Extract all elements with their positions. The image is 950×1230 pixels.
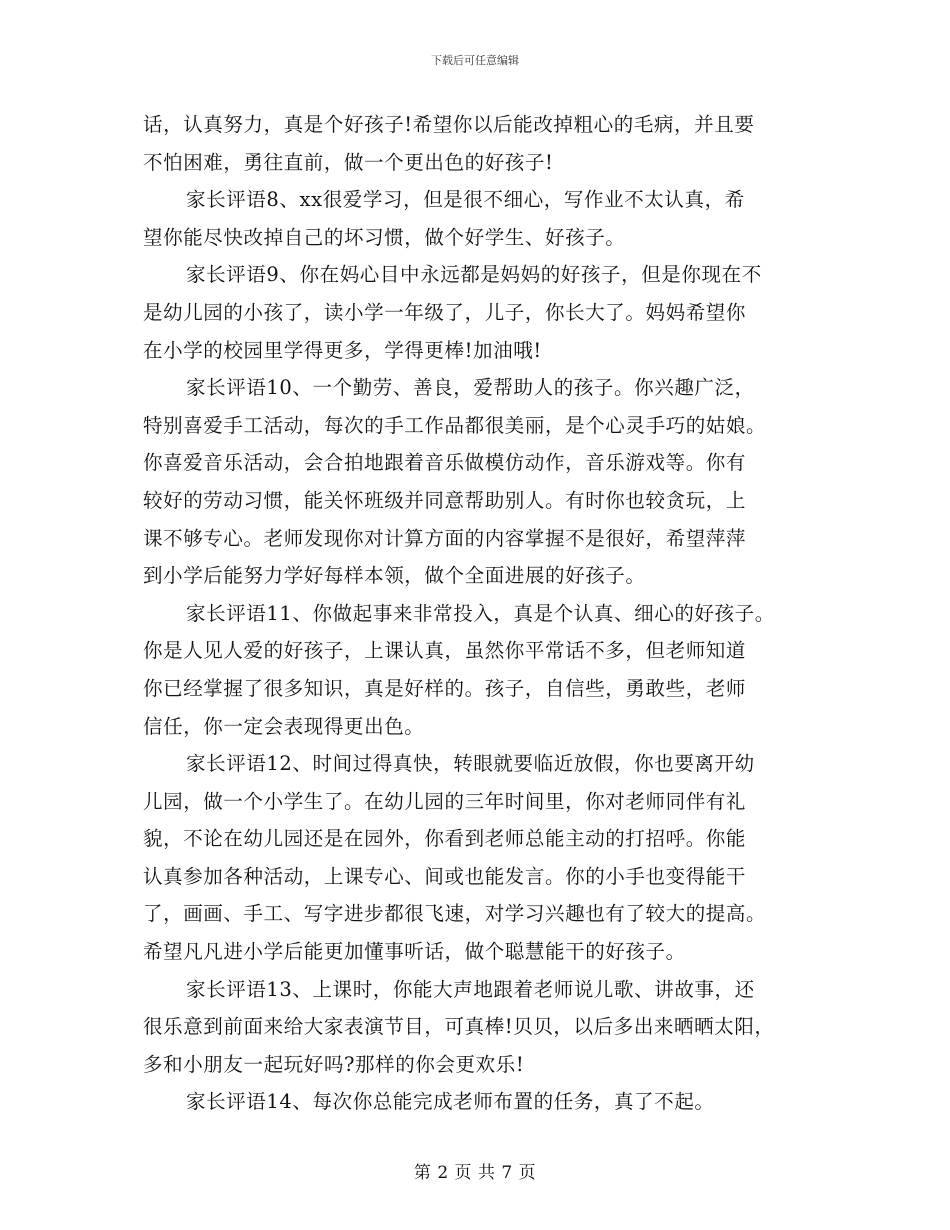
text-line: 很乐意到前面来给大家表演节目，可真棒!贝贝，以后多出来晒晒太阳，: [143, 1015, 775, 1039]
text-line: 家长评语9、你在妈心目中永远都是妈妈的好孩子，但是你现在不: [186, 263, 762, 287]
text-line: 在小学的校园里学得更多，学得更棒!加油哦!: [143, 338, 542, 362]
page-header-note: 下载后可任意编辑: [431, 54, 519, 67]
text-line: 是幼儿园的小孩了，读小学一年级了，儿子，你长大了。妈妈希望你: [143, 300, 747, 324]
text-line: 不怕困难，勇往直前，做一个更出色的好孩子!: [143, 150, 554, 174]
text-line: 话，认真努力，真是个好孩子!希望你以后能改掉粗心的毛病，并且要: [143, 113, 755, 136]
text-line: 课不够专心。老师发现你对计算方面的内容掌握不是很好，希望萍萍: [143, 526, 747, 550]
text-line: 家长评语10、一个勤劳、善良，爱帮助人的孩子。你兴趣广泛，: [186, 376, 755, 400]
text-line: 希望凡凡进小学后能更加懂事听话，做个聪慧能干的好孩子。: [143, 940, 686, 964]
text-line: 家长评语8、xx很爱学习，但是很不细心，写作业不太认真，希: [186, 188, 745, 212]
text-line: 家长评语14、每次你总能完成老师布置的任务，真了不起。: [186, 1090, 715, 1114]
document-body: [143, 106, 813, 1121]
text-line: 了，画画、手工、写字进步都很飞速，对学习兴趣也有了较大的提高。: [143, 902, 767, 926]
text-line: 貌，不论在幼儿园还是在园外，你看到老师总能主动的打招呼。你能: [143, 827, 747, 851]
text-line: 信任，你一定会表现得更出色。: [143, 714, 425, 738]
text-line: 望你能尽快改掉自己的坏习惯，做个好学生、好孩子。: [143, 225, 626, 249]
text-line: 较好的劳动习惯，能关怀班级并同意帮助别人。有时你也较贪玩，上: [143, 488, 747, 512]
text-line: 多和小朋友一起玩好吗?那样的你会更欢乐!: [143, 1052, 525, 1076]
text-line: 儿园，做一个小学生了。在幼儿园的三年时间里，你对老师同伴有礼: [143, 789, 747, 813]
text-line: 你喜爱音乐活动，会合拍地跟着音乐做模仿动作，音乐游戏等。你有: [143, 451, 747, 475]
text-line: 你是人见人爱的好孩子，上课认真，虽然你平常话不多，但老师知道: [143, 639, 747, 663]
text-line: 到小学后能努力学好每样本领，做个全面进展的好孩子。: [143, 564, 646, 588]
page-number: 第 2 页 共 7 页: [413, 1163, 537, 1183]
text-line: 你已经掌握了很多知识，真是好样的。孩子，自信些，勇敢些，老师: [143, 676, 747, 700]
text-line: 家长评语13、上课时，你能大声地跟着老师说儿歌、讲故事，还: [186, 977, 755, 1001]
text-line: 家长评语11、你做起事来非常投入，真是个认真、细心的好孩子。: [186, 601, 775, 625]
text-line: 认真参加各种活动，上课专心、间或也能发言。你的小手也变得能干: [143, 864, 747, 888]
text-line: 特别喜爱手工活动，每次的手工作品都很美丽，是个心灵手巧的姑娘。: [143, 413, 767, 437]
text-line: 家长评语12、时间过得真快，转眼就要临近放假，你也要离开幼: [186, 752, 755, 776]
